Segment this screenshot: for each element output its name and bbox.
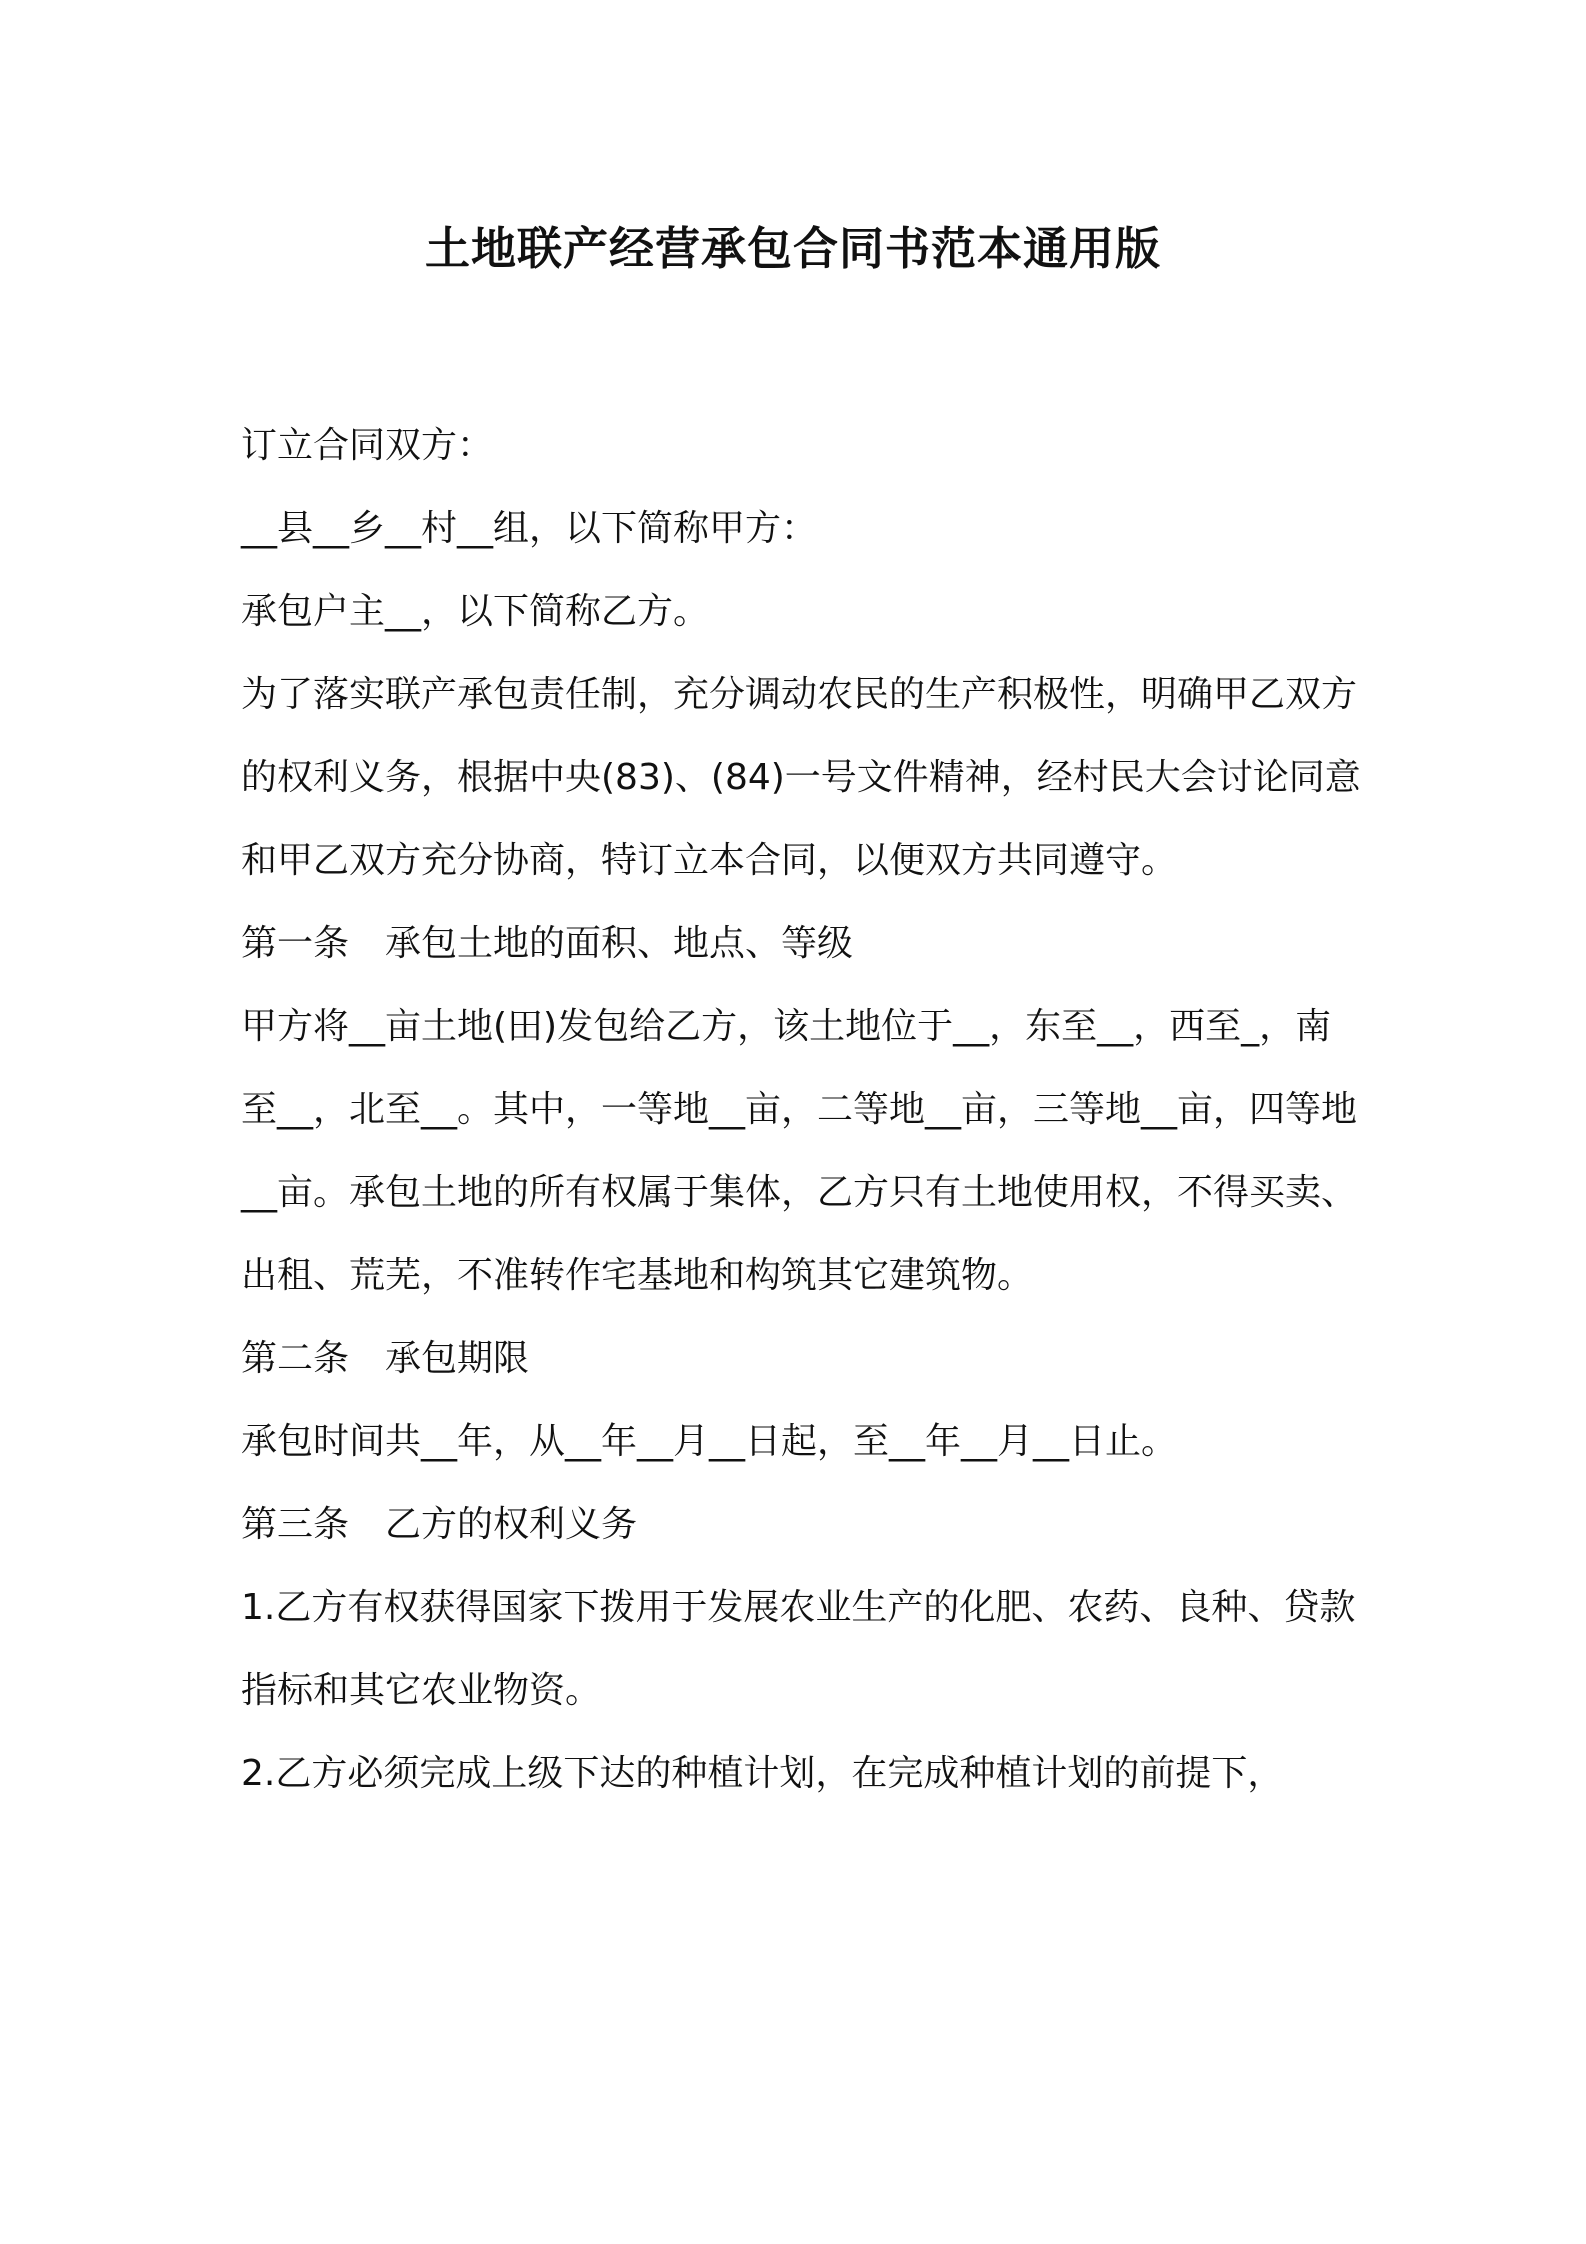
parties-intro: 订立合同双方： (241, 425, 494, 466)
party-a-line: __县__乡__村__组，以下简称甲方： (241, 508, 818, 549)
document-body (241, 404, 1366, 1815)
article-3-item-1: 1.乙方有权获得国家下拨用于发展农业生产的化肥、农药、良种、贷款指标和其它农业物资。 (241, 1587, 1356, 1711)
article-3-heading: 第三条 乙方的权利义务 (241, 1504, 638, 1545)
article-2-heading: 第二条 承包期限 (241, 1338, 530, 1379)
article-3-item-2: 2.乙方必须完成上级下达的种植计划，在完成种植计划的前提下， (241, 1753, 1284, 1794)
article-2-body: 承包时间共__年，从__年__月__日起，至__年__月__日止。 (241, 1421, 1178, 1462)
preamble-paragraph: 为了落实联产承包责任制，充分调动农民的生产积极性，明确甲乙双方的权利义务，根据中央(83)、(84)一号文件精神，经村民大会讨论同意和甲乙双方充分协商，特订立本合同，以便双方共同遵守。 (241, 674, 1361, 881)
article-1-heading: 第一条 承包土地的面积、地点、等级 (241, 923, 854, 964)
article-1-body: 甲方将__亩土地(田)发包给乙方，该土地位于__，东至__，西至_，南至__，北至__。其中，一等地__亩，二等地__亩，三等地__亩，四等地__亩。承包土地的所有权属于集体，乙方只有土地使用权，不得买卖、出租、荒芜，不准转作宅基地和构筑其它建筑物。 (241, 1006, 1358, 1296)
party-b-line: 承包户主__，以下简称乙方。 (241, 591, 710, 632)
document-title: 土地联产经营承包合同书范本通用版 (424, 222, 1161, 275)
